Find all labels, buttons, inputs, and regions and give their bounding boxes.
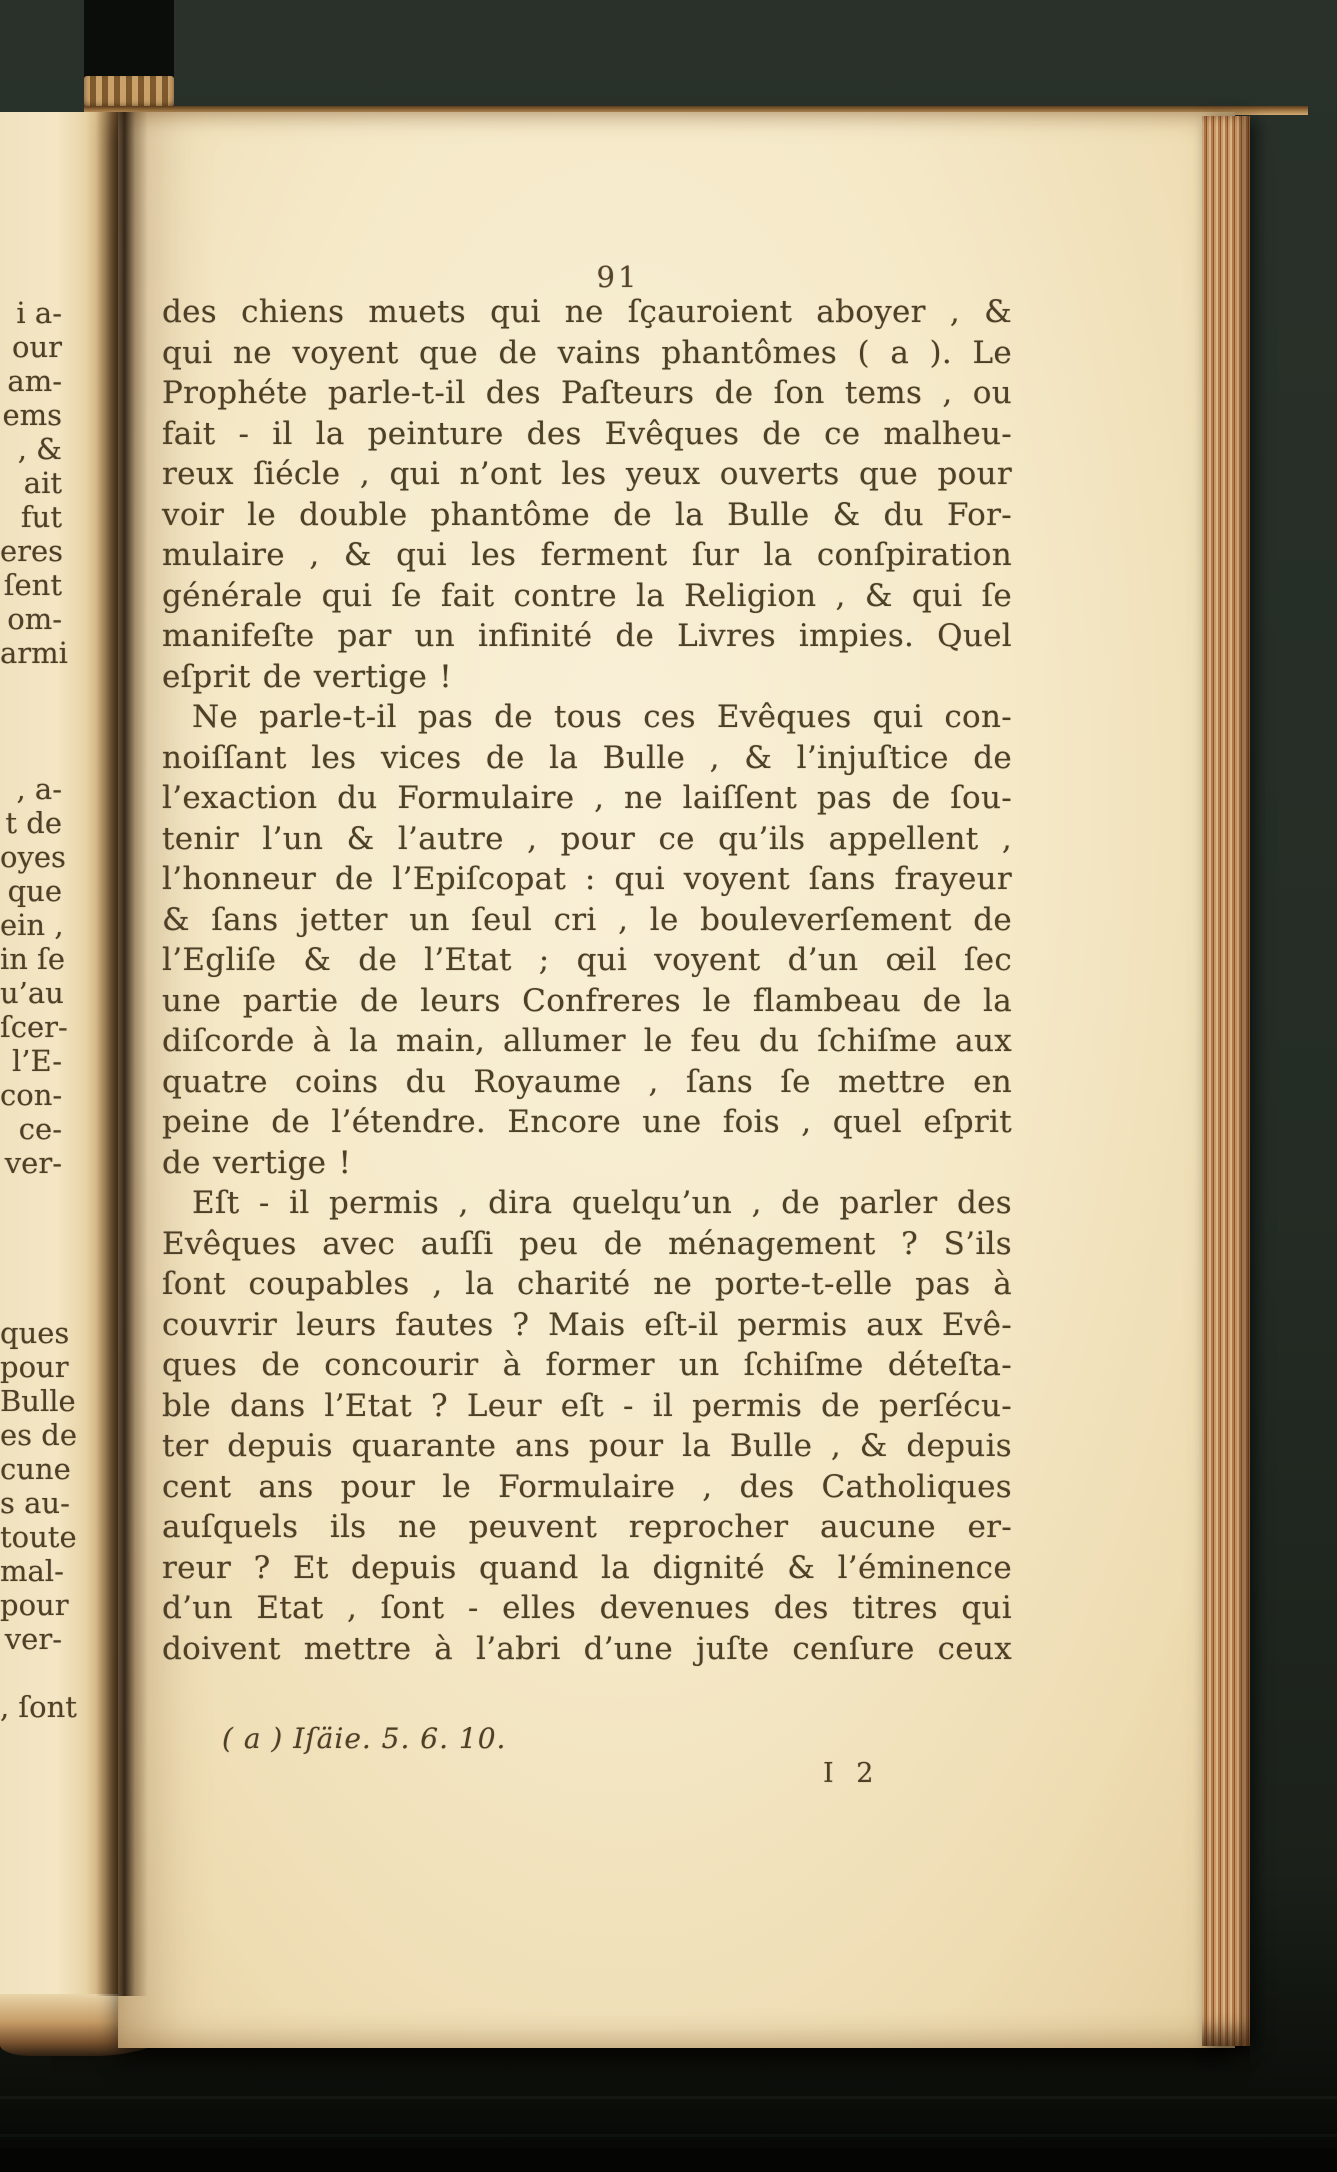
- body-text-line: diſcorde à la main, allumer le feu du ſchiſme aux: [162, 1023, 1012, 1059]
- facing-page-text-fragment: ſent: [3, 568, 62, 602]
- gutter-shadow: [96, 112, 148, 1996]
- facing-page-text-fragment: , a-: [16, 772, 62, 806]
- book-page: [118, 112, 1235, 2048]
- signature-mark: I 2: [823, 1758, 881, 1789]
- body-text-line: doivent mettre à l’abri d’une juſte cenſure ceux: [162, 1630, 1012, 1667]
- facing-page-text-fragment: con-: [0, 1078, 63, 1112]
- background-bottom: [0, 2148, 1337, 2172]
- body-text-line: peine de l’étendre. Encore une fois , quel eſprit: [162, 1104, 1012, 1140]
- background-ridge: [0, 2134, 1337, 2137]
- facing-page-text-fragment: armi: [0, 636, 68, 670]
- facing-page-text-fragment: [0, 1282, 62, 1316]
- body-text-line: des chiens muets qui ne ſçauroient aboyer , &: [162, 294, 1012, 330]
- body-text-line: Eſt - il permis , dira quelqu’un , de parler des: [192, 1185, 1012, 1221]
- facing-page-text-fragment: ques: [0, 1316, 70, 1350]
- body-text-line: mulaire , & qui les ferment ſur la conſpiration: [162, 537, 1012, 573]
- facing-page-text-fragment: [0, 670, 62, 704]
- facing-page-text-fragment: ait: [23, 466, 62, 500]
- facing-page-text-fragment: ein ,: [0, 908, 64, 942]
- facing-page-text-fragment: ems: [2, 398, 62, 432]
- body-text-line: eſprit de vertige !: [162, 658, 453, 695]
- body-text-line: d’un Etat , ſont - elles devenues des titres qui: [162, 1590, 1012, 1626]
- facing-page-text-fragment: [0, 1248, 62, 1282]
- facing-page-text-fragment: ver-: [4, 1146, 62, 1180]
- body-text-line: qui ne voyent que de vains phantômes ( a ). Le: [162, 334, 1012, 371]
- body-text-line: ques de concourir à former un ſchiſme déteſta-: [162, 1347, 1012, 1383]
- facing-page-text-fragment: om-: [7, 602, 62, 636]
- background-ridge: [0, 2096, 1337, 2099]
- facing-page-text-fragment: oyes: [0, 840, 66, 874]
- body-text-line: noiſſant les vices de la Bulle , & l’injuſtice de: [162, 739, 1012, 776]
- facing-page-text-fragment: eres: [0, 534, 64, 568]
- page-number: 91: [596, 260, 640, 294]
- body-text-line: Prophéte parle-t-il des Paſteurs de ſon tems , ou: [162, 375, 1012, 411]
- page-bottom-shadow: [50, 2046, 1250, 2076]
- facing-page-text-fragment: es de: [0, 1418, 77, 1452]
- body-text-line: générale qui ſe fait contre la Religion , & qui ſe: [162, 577, 1012, 614]
- body-text-line: quatre coins du Royaume , ſans ſe mettre en: [162, 1063, 1012, 1100]
- body-text-line: fait - il la peinture des Evêques de ce malheu-: [162, 415, 1012, 452]
- footnote: ( a ) Iſäie. 5. 6. 10.: [222, 1722, 507, 1755]
- body-text-line: reur ? Et depuis quand la dignité & l’éminence: [162, 1549, 1012, 1586]
- facing-page-text-fragment: s au-: [0, 1486, 70, 1520]
- body-text-line: auſquels ils ne peuvent reprocher aucune er-: [162, 1509, 1012, 1545]
- body-text-line: reux ſiécle , qui n’ont les yeux ouverts que pour: [162, 456, 1012, 492]
- facing-page-text-fragment: , &: [17, 432, 62, 466]
- facing-page-text-fragment: t de: [5, 806, 62, 840]
- facing-page-text-fragment: in ſe: [0, 942, 66, 976]
- facing-page-text-fragment: toute: [0, 1520, 77, 1554]
- facing-page-text-fragment: [0, 704, 62, 738]
- facing-page-text-column: [0, 296, 77, 1724]
- body-text-line: voir le double phantôme de la Bulle & du For-: [162, 496, 1012, 533]
- body-text-line: Ne parle-t-il pas de tous ces Evêques qui con-: [192, 699, 1012, 735]
- facing-page-text-fragment: pour: [0, 1350, 69, 1384]
- facing-page-text-fragment: que: [7, 874, 62, 908]
- body-text-line: ſont coupables , la charité ne porte-t-elle pas à: [162, 1266, 1012, 1302]
- facing-page-text-fragment: i a-: [16, 296, 62, 330]
- body-text-line: Evêques avec auſſi peu de ménagement ? S’ils: [162, 1225, 1012, 1262]
- body-text-block: [162, 292, 1012, 1669]
- facing-page-text-fragment: mal-: [0, 1554, 64, 1588]
- body-text-line: ter depuis quarante ans pour la Bulle , & depuis: [162, 1428, 1012, 1464]
- body-text-line: couvrir leurs fautes ? Mais eſt-il permis aux Evê-: [162, 1306, 1012, 1343]
- facing-page-text-fragment: ver-: [4, 1622, 62, 1656]
- body-text-line: cent ans pour le Formulaire , des Catholiques: [162, 1468, 1012, 1505]
- body-text-line: & ſans jetter un ſeul cri , le bouleverſement de: [162, 901, 1012, 938]
- body-text-line: l’exaction du Formulaire , ne laiſſent pas de ſou-: [162, 780, 1012, 816]
- facing-page-text-fragment: am-: [7, 364, 62, 398]
- body-text-line: tenir l’un & l’autre , pour ce qu’ils appellent ,: [162, 820, 1012, 857]
- body-text-line: ble dans l’Etat ? Leur eſt - il permis de perſécu-: [162, 1387, 1012, 1424]
- facing-page-text-fragment: cune: [0, 1452, 71, 1486]
- fore-edge-pages: [1202, 116, 1250, 2046]
- facing-page-text-fragment: [0, 1214, 62, 1248]
- facing-page-text-fragment: ſcer-: [0, 1010, 68, 1044]
- facing-page-text-fragment: [0, 738, 62, 772]
- facing-page-text-fragment: [0, 1656, 62, 1690]
- headband: [84, 76, 174, 110]
- facing-page-text-fragment: pour: [0, 1588, 69, 1622]
- body-text-line: manifeſte par un infinité de Livres impies. Quel: [162, 618, 1012, 654]
- body-text-line: l’Egliſe & de l’Etat ; qui voyent d’un œil ſec: [162, 942, 1012, 978]
- facing-page-text-fragment: our: [12, 330, 62, 364]
- body-text-line: une partie de leurs Confreres le flambeau de la: [162, 982, 1012, 1019]
- facing-page-text-fragment: fut: [20, 500, 62, 534]
- facing-page-text-fragment: [0, 1180, 62, 1214]
- body-text-line: l’honneur de l’Epiſcopat : qui voyent ſans frayeur: [162, 861, 1012, 897]
- facing-page-text-fragment: , ſont: [0, 1690, 77, 1724]
- facing-page-text-fragment: Bulle: [0, 1384, 76, 1418]
- facing-page-text-fragment: l’E-: [12, 1044, 62, 1078]
- facing-page-text-fragment: u’au: [0, 976, 64, 1010]
- facing-page-text-fragment: ce-: [18, 1112, 62, 1146]
- body-text-line: de vertige !: [162, 1144, 352, 1181]
